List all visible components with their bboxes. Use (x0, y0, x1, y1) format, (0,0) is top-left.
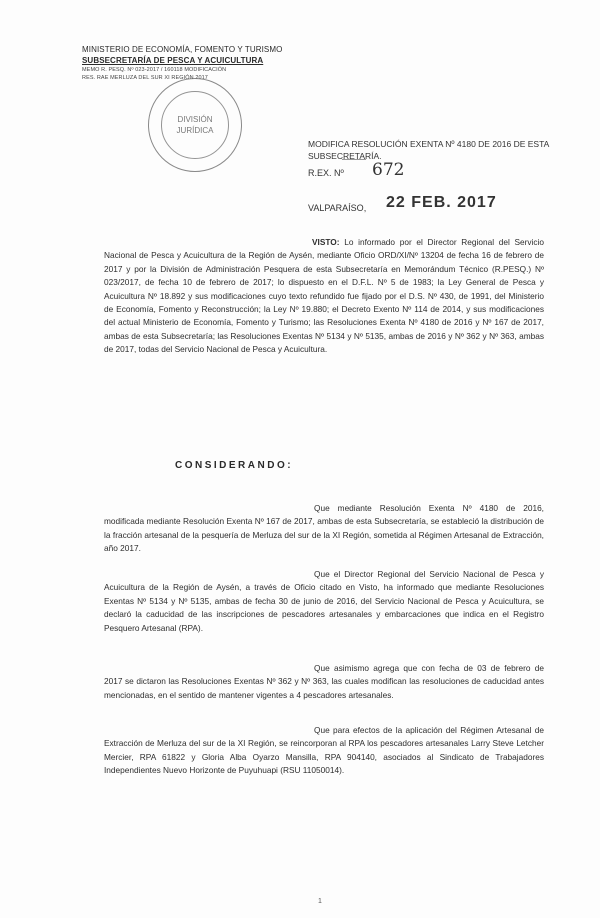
date-label: VALPARAÍSO, (308, 203, 367, 213)
memo-reference: MEMO R. PESQ. Nº 023-2017 / 160118 MODIFICACIÓN (82, 67, 227, 73)
date-stamp: 22 FEB. 2017 (386, 194, 497, 211)
division-juridica-stamp (148, 78, 242, 172)
visto-paragraph (104, 236, 544, 357)
ministry-name: MINISTERIO DE ECONOMÍA, FOMENTO Y TURISMO (82, 45, 283, 54)
rex-number: 672 (372, 160, 405, 180)
visto-text: Lo informado por el Director Regional del Servicio Nacional de Pesca y Acuicultura de la Región de Aysén, mediante Oficio ORD/XI/Nº 13204 de fecha 16 de febrero de 2017 y por la División de Administración Pesquera de esta Subsecretaría en Memorándum Técnico (R.PESQ.) Nº 023/2017, de fecha 10 de febrero de 2017; lo dispuesto en el D.F.L. Nº 5 de 1983; la Ley General de Pesca y Acuicultura Nº 18.892 y sus modificaciones cuyo texto refundido fue fijado por el D.S. Nº 430, de 1991, del Ministerio de Economía, Fomento y Reconstrucción; la Ley Nº 19.880; el Decreto Exento Nº 114 de 2014, y sus modificaciones del actual Ministerio de Economía, Fomento y Turismo; las Resoluciones Exenta Nº 4180 de 2016 y Nº 167 de 2017, ambas de esta Subsecretaría; las Resoluciones Exentas Nº 5134 y Nº 5135, ambas de 2016 y Nº 362 y Nº 363, ambas de 2017, todas del Servicio Nacional de Pesca y Acuicultura. (104, 237, 544, 355)
page-number: 1 (318, 898, 322, 905)
subsecretaria-name: SUBSECRETARÍA DE PESCA Y ACUICULTURA (82, 56, 264, 65)
considerando-paragraph-4: Que para efectos de la aplicación del Régimen Artesanal de Extracción de Merluza del sur de la XI Región, se reincorporan al RPA los pescadores artesanales Larry Steve Letcher Mercier, RPA 61822 y Gloria Alba Oyarzo Mansilla, RPA 904140, asociados al Sindicato de Trabajadores Independientes Nuevo Horizonte de Puyuhuapi (RSU 11050014). (104, 725, 544, 776)
rex-label: R.EX. Nº (308, 168, 344, 178)
visto-label: VISTO: (312, 237, 340, 247)
divider (342, 159, 366, 160)
stamp-line-1: DIVISIÓN (177, 115, 213, 124)
resolution-reference: RES. RAE MERLUZA DEL SUR XI REGIÓN 2017 (82, 75, 208, 81)
letterhead (82, 44, 282, 82)
considerando-paragraph-3: Que asimismo agrega que con fecha de 03 de febrero de 2017 se dictaron las Resoluciones Exentas Nº 362 y Nº 363, las cuales modifican las resoluciones de caducidad antes mencionadas, en el sentido de mantener vigentes a 4 pescadores artesanales. (104, 663, 544, 700)
considerando-paragraph-2: Que el Director Regional del Servicio Nacional de Pesca y Acuicultura de la Región de Aysén, a través de Oficio citado en Visto, ha informado que mediante Resoluciones Exentas Nº 5134 y Nº 5135, ambas de fecha 30 de junio de 2016, del Servicio Nacional de Pesca y Acuicultura, se declaró la caducidad de las inscripciones de pescadores artesanales y embarcaciones que indica en el Registro Pesquero Artesanal (RPA). (104, 569, 544, 633)
considerando-paragraph-1: Que mediante Resolución Exenta Nº 4180 de 2016, modificada mediante Resolución Exenta Nº 167 de 2017, ambas de esta Subsecretaría, se estableció la distribución de la fracción artesanal de la pesquería de Merluza del sur de la XI Región, sometida al Régimen Artesanal de Extracción, año 2017. (104, 503, 544, 554)
document-subject: MODIFICA RESOLUCIÓN EXENTA Nº 4180 DE 2016 DE ESTA SUBSECRETARÍA. (308, 139, 549, 161)
stamp-line-2: JURÍDICA (176, 126, 214, 135)
considerando-heading: CONSIDERANDO: (175, 460, 294, 471)
